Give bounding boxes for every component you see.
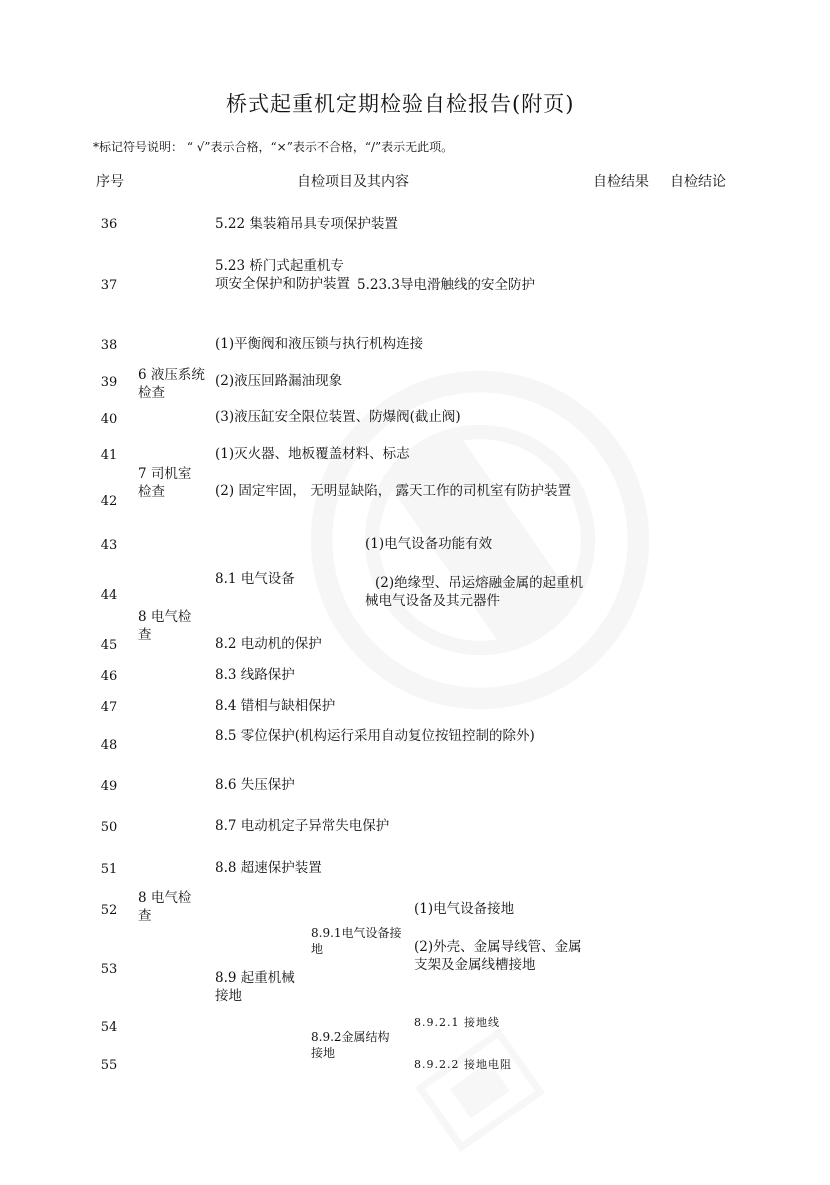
- item-text: (2) 固定牢固， 无明显缺陷， 露天工作的司机室有防护装置: [215, 483, 571, 499]
- row-number: 52: [100, 903, 118, 918]
- row-number: 53: [100, 962, 118, 977]
- row-number: 48: [100, 738, 118, 753]
- row-number: 41: [100, 448, 118, 463]
- row-number: 51: [100, 862, 118, 877]
- row-number: 46: [100, 669, 118, 684]
- header-result: 自检结果: [593, 174, 649, 190]
- row-number: 47: [100, 700, 118, 715]
- item-text: 8.8 超速保护装置: [215, 860, 322, 876]
- item-text: 8.2 电动机的保护: [215, 636, 322, 652]
- item-text: 5.23 桥门式起重机专项安全保护和防护装置: [215, 258, 350, 293]
- item-text: (1)电气设备接地: [414, 901, 515, 917]
- item-text: (3)液压缸安全限位装置、防爆阀(截止阀): [215, 409, 461, 425]
- row-number: 49: [100, 779, 118, 794]
- item-text: (1)平衡阀和液压锁与执行机构连接: [215, 336, 424, 352]
- item-text: (1)灭火器、地板覆盖材料、标志: [215, 446, 410, 462]
- sub-group-grounding-equipment: 8.9.1电气设备接地: [311, 926, 402, 957]
- page-title: 桥式起重机定期检验自检报告(附页): [226, 92, 575, 116]
- row-number: 44: [100, 588, 118, 603]
- row-number: 37: [100, 278, 118, 293]
- legend-note: *标记符号说明： “ √”表示合格，“×”表示不合格，“/”表示无此项。: [93, 140, 454, 154]
- row-number: 45: [100, 638, 118, 653]
- group-cab: 7 司机室检查: [138, 466, 192, 501]
- sub-group-electric-equipment: 8.1 电气设备: [215, 571, 295, 587]
- item-text: 8.3 线路保护: [215, 667, 295, 683]
- item-subtext: 5.23.3导电滑触线的安全防护: [357, 277, 535, 293]
- row-number: 54: [100, 1020, 118, 1035]
- row-number: 40: [100, 412, 118, 427]
- item-text: (2)绝缘型、吊运熔融金属的起重机械电气设备及其元器件: [365, 575, 584, 610]
- item-text: (1)电气设备功能有效: [365, 536, 493, 552]
- item-text: 8.9.2.1 接地线: [414, 1016, 500, 1029]
- item-text: 8.9.2.2 接地电阻: [414, 1058, 512, 1071]
- row-number: 38: [100, 338, 118, 353]
- item-text: 8.6 失压保护: [215, 777, 295, 793]
- group-hydraulic: 6 液压系统检查: [138, 367, 205, 402]
- row-number: 42: [100, 494, 118, 509]
- row-number: 55: [100, 1058, 118, 1073]
- header-conclusion: 自检结论: [670, 174, 726, 190]
- item-text: 8.4 错相与缺相保护: [215, 698, 336, 714]
- item-text: (2)液压回路漏油现象: [215, 373, 343, 389]
- item-text: 5.22 集装箱吊具专项保护装置: [215, 216, 398, 232]
- group-electric: 8 电气检查: [138, 609, 192, 644]
- item-text: 8.7 电动机定子异常失电保护: [215, 818, 390, 834]
- row-number: 39: [100, 375, 118, 390]
- row-number: 50: [100, 820, 118, 835]
- header-item: 自检项目及其内容: [297, 174, 409, 190]
- sub-group-grounding: 8.9 起重机械接地: [215, 970, 295, 1005]
- row-number: 43: [100, 538, 118, 553]
- row-number: 36: [100, 217, 118, 232]
- item-text: (2)外壳、金属导线管、金属支架及金属线槽接地: [414, 939, 582, 974]
- group-electric-2: 8 电气检查: [138, 890, 192, 925]
- sub-group-grounding-structure: 8.9.2金属结构接地: [311, 1030, 390, 1061]
- header-index: 序号: [96, 174, 124, 190]
- item-text: 8.5 零位保护(机构运行采用自动复位按钮控制的除外): [215, 728, 535, 744]
